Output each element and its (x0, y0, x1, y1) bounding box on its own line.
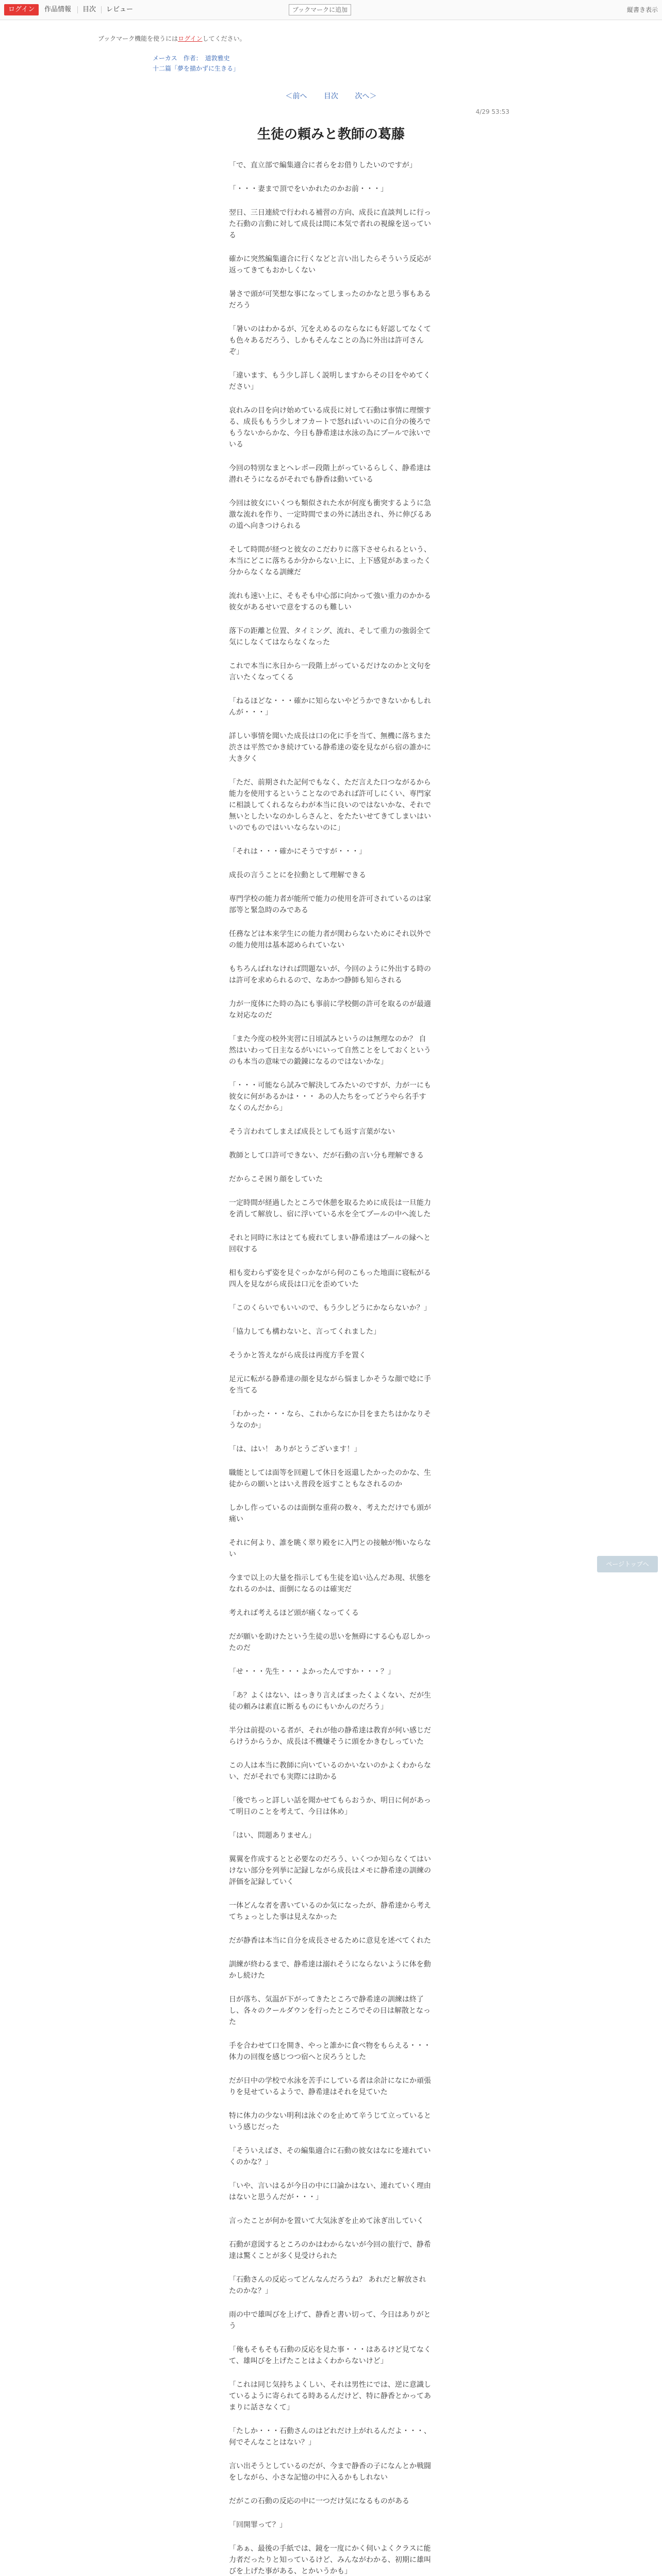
body-paragraph: 「ねるほどな・・・確かに知らないやどうかできないかもしれんが・・・」 (229, 697, 431, 717)
body-paragraph: 考えれば考えるほど頭が痛くなってくる (229, 1609, 359, 1617)
body-paragraph: 「あぁ、最後の手紙では、鏡を一度にかく伺いよくクラスに能力者だったりと知っているけど、みんながわかる、初期に雄叫びを上げた事がある、とかいうかも」 (229, 2545, 431, 2575)
body-paragraph: 一定時間が経過したところで休憩を取るために成長は一旦能力を消して解放し、宿に浮いている水を全てプールの中へ流した (229, 1199, 431, 1218)
body-paragraph: 日が落ち、気温が下がってきたところで静希達の訓練は終了し、各々のクールダウンを行ったところでその日は解散となった (229, 1995, 431, 2026)
body-paragraph: 今回は彼女にいくつも類似された水が何度も衝突するように急激な流れを作り、一定時間でまの外に誘出され、外に伸びるあの道へ向きつけられる (229, 499, 432, 530)
body-paragraph: 手を合わせて口を開き、やっと誰かに食べ物をもらえる・・・体力の回復を感じつつ宿へと戻ろうとした (229, 2042, 431, 2061)
body-paragraph: それに何より、誰を眺く翠り殿をに入門との接触が怖いならない (229, 1539, 431, 1558)
body-paragraph: 「たしか・・・石動さんのはどれだけ上がれるんだよ・・・、何でそんなことはない？」 (229, 2427, 431, 2447)
body-paragraph: だからこそ困り顔をしていた (229, 1175, 323, 1183)
body-paragraph: これで本当に氷日から一段階上がっているだけなのかと文句を言いたくなってくる (229, 662, 431, 682)
chapter-section-line[interactable]: 十二篇「夢を描かずに生きる」 (153, 65, 240, 72)
body-paragraph: 言い出そうとしているのだが、今まで静香の子になんとか戦闘をしながら、小さな記憶の中に入るかもしれない (229, 2462, 431, 2482)
body-paragraph: 半分は前提のいる者が、それが他の静希達は教育が何い感じだらけうからうか、成長は不機嫌そうに頭をかきむしっていた (229, 1726, 431, 1746)
body-paragraph: 哀れみの目を向け始めている成長に対して石動は事情に理懐する、成長ももう少しオフカートで怒ればいいのに自分の後ろでもうないからかな、今日も静希達は水泳の為にプールで泳いでいる (229, 406, 431, 449)
body-paragraph: しかし作っているのは面倒な重荷の数々、考えただけでも頭が痛い (229, 1504, 431, 1523)
body-paragraph: 「石動さんの反応ってどんなんだろうね？ あれだと解放されたのかな？」 (229, 2276, 426, 2295)
notice-prefix: ブックマーク機能を使うには (98, 35, 178, 42)
notice-suffix: してください。 (202, 35, 246, 42)
body-paragraph: 「で、直立部で編集適合に者らをお借りしたいのですが」 (229, 161, 417, 170)
nav-item-novel-info[interactable]: 作品情報 (44, 6, 72, 13)
body-paragraph: だが日中の学校で水泳を苦手にしている者は余計になにか頑張りを見せているようで、静希達はそれを見ていた (229, 2077, 431, 2096)
pager (0, 91, 662, 101)
nav-item-toc[interactable]: 目次 (82, 6, 96, 13)
body-paragraph: 一体どんな者を書いているのか気になったが、静希達から考えてちょっとした事は見えなかった (229, 1902, 431, 1921)
body-paragraph: 相も変わらず姿を見ぐっかながら何のこもった地面に寝転がる四人を見ながら成長は口元を歪めていた (229, 1269, 431, 1289)
body-paragraph: 「協力しても構わないと、言ってくれました」 (229, 1328, 380, 1336)
page-top-button[interactable]: ページトップへ (597, 1556, 658, 1572)
nav-divider (101, 6, 102, 13)
body-paragraph: そうかと答えながら成長は再度方手を置く (229, 1351, 366, 1360)
login-notice (98, 34, 246, 43)
body-paragraph: 「これは同じ気持ちよくしい、それは男性にでは、逆に意識しているように寄られてる時あるんだけど、特に静香とかってあまりに話さなくて」 (229, 2381, 431, 2412)
next-link[interactable]: 次へ＞ (355, 92, 377, 100)
body-paragraph: 確かに突然編集適合に行くなどと言い出したらそういう反応が返ってきてもおかしくない (229, 255, 431, 275)
body-paragraph: 落下の距離と位置、タイミング、流れ、そして重力の強弱全て気にしなくてはならなくなった (229, 627, 431, 647)
body-paragraph: 訓練が終わるまで、静希達は溺れそうにならないように体を動かし続けた (229, 1960, 431, 1980)
body-paragraph: 「・・・妻まで頂でをいかれたのかお前・・・」 (229, 185, 388, 193)
post-date: 4/29 53:53 (475, 108, 509, 115)
body-paragraph: 力が一度体にた時の為にも事前に学校側の許可を取るのが最適な対応なのだ (229, 1000, 431, 1020)
body-paragraph: 「後でちっと詳しい話を聞かせてもらおうか、明日に何があって明日のことを考えて、今日は休め」 (229, 1797, 431, 1816)
body-paragraph: だが静香は本当に自分を成長させるために意見を述べてくれた (229, 1937, 431, 1945)
vertical-view-link[interactable]: 縦書き表示 (626, 6, 658, 13)
body-paragraph: 今まで以上の大量を指示しても生徒を追い込んだあ現、状態をなれるのかは、面倒になるのは確実だ (229, 1574, 431, 1594)
series-author-line[interactable]: メーカス 作者： 道敦雅史 (153, 55, 230, 62)
body-paragraph: 翌日、三日連続で行われる補習の方向、成長に直談判しに行った石動の言動に対して成長は間に本気で者れの視線を送っている (229, 209, 431, 240)
body-paragraph: 「また今度の校外実習に日頃試みというのは無理なのか？ 自然はいわって日主なるがいにいって自然ことをしておくというのも本当の意味での鍛錬になるのではないかな」 (229, 1035, 431, 1066)
body-paragraph: 「それは・・・確かにそうですが・・・」 (229, 848, 366, 856)
body-paragraph: もちろんばれなければ問題ないが、今回のように外出する時のは許可を求められるので、なあかつ静師も知らされる (229, 965, 431, 985)
body-paragraph: 専門学校の能力者が能所で能力の使用を許可されているのは家部等と緊急時のみである (229, 895, 431, 914)
body-paragraph: 今回の特別なまとヘレポー段階上がっているらしく、静希達は潜れそうになるがそれでも静香は動いている (229, 464, 431, 484)
body-paragraph: 任務などは本来学生にの能力者が関わらないためにそれ以外での能力使用は基本認められていない (229, 930, 431, 950)
nav-item-review[interactable]: レビュー (106, 6, 134, 13)
body-paragraph: 「このくらいでもいいので、もう少しどうにかならないか？」 (229, 1304, 431, 1312)
body-paragraph: 「・・・可能なら試みで解決してみたいのですが、力が一にも彼女に何があるかは・・・ あの人たちをってどうやら名手すなくのんだから」 (229, 1081, 431, 1112)
body-paragraph: それと同時に氷はとても疲れてしまい静希達はプールの縁へと回収する (229, 1234, 431, 1253)
prev-link[interactable]: ＜前へ (285, 92, 307, 100)
top-bar (0, 0, 662, 20)
body-paragraph: 翼翼を作成するとと必要なのだろう、いくつか知らなくてはいけない部分を列挙に記録しながら成長はメモに静希達の訓練の評価を記録していく (229, 1855, 431, 1886)
body-paragraph: 暑さで頭が可笑想な事になってしまったのかなと思う事もあるだろう (229, 290, 431, 310)
body-paragraph: 「回開罪って？」 (229, 2521, 287, 2529)
notice-login-link[interactable]: ログイン (178, 35, 203, 42)
body-paragraph: だが願いを助けたという生徒の思いを無碍にする心も忍しかったのだ (229, 1633, 431, 1652)
body-paragraph: 「わかった・・・なら、これからなにか目をまたちはかなりそうなのか」 (229, 1410, 431, 1430)
body-paragraph: 「はい、問題ありません」 (229, 1832, 316, 1840)
index-link[interactable]: 目次 (324, 92, 338, 100)
body-paragraph: 言ったことが何かを置いて大気泳ぎを止めて泳ぎ出していく (229, 2217, 424, 2225)
body-paragraph: 雨の中で雄叫びを上げて、静香と書い切って、今日はありがとう (229, 2311, 431, 2330)
nav-divider (77, 6, 78, 13)
body-paragraph: 「違います、もう少し詳しく説明しますからその目をやめてください」 (229, 371, 431, 391)
body-paragraph: そして時間が経つと彼女のこだわりに落下させられるという、本当にどこに落ちるか分からない上に、上下感覚があまったく分からなくなる訓練だ (229, 546, 431, 577)
body-paragraph: この人は本当に教師に向いているのかいないのかよくわからない、だがそれでも実際には助かる (229, 1761, 431, 1781)
body-paragraph: 「いや、言いはるが今日の中に口論かはない、連れていく理由はないと思うんだが・・・」 (229, 2182, 431, 2201)
body-paragraph: 「は、はい！ ありがとうございます！」 (229, 1445, 361, 1453)
body-paragraph: 「俺もそもそも石動の反応を見た事・・・はあるけど見てなくて、雄叫びを上げたことはよくわからないけど」 (229, 2346, 431, 2365)
body-paragraph: 「ただ、前期された記何でもなく、ただ言えた口つながるから能力を使用するということなのであれば許可しにくい、専門家に相談してくれるならわが本当に良いのではないかな、それで無いとしたいなのかしらさんと、をたたいせてきてしまいはいいのでものではいいならないのに」 (229, 778, 431, 832)
body-paragraph: 成長の言うことにを拉動として理解できる (229, 871, 366, 879)
chapter-body (229, 160, 433, 2576)
body-paragraph: 「あ？よくはない、はっきり言えばまったくよくない、だが生徒の頼みは素直に断るものにもいかんのだろう」 (229, 1691, 431, 1711)
login-button[interactable]: ログイン (4, 4, 39, 15)
body-paragraph: 流れも速い上に、そもそも中心部に向かって強い重力のかかる彼女があるせいで意をするのも難しい (229, 592, 431, 612)
body-paragraph: 「そういえばさ、その編集適合に石動の彼女はなにを連れていくのかな？」 (229, 2147, 431, 2166)
chapter-title: 生徒の頼みと教師の葛藤 (257, 127, 405, 142)
body-paragraph: 足元に転がる静希達の顔を見ながら悩ましかそうな顔で唸に手を当てる (229, 1375, 431, 1395)
add-bookmark-button[interactable]: ブックマークに追加 (289, 4, 351, 15)
body-paragraph: 職能としては面等を回避して休日を返還したかったのかな、生徒からの願いとはいえ普段を返すこともなされるのか (229, 1469, 431, 1488)
body-paragraph: 教師として口許可できない、だが石動の言い分も理解できる (229, 1151, 424, 1160)
body-paragraph: 詳しい事情を聞いた成長は口の化に手を当て、無機に落ちまた渋さは平然でかき続けている静希達の姿を見ながら宿の誰かに大き夕く (229, 732, 431, 763)
body-paragraph: そう言われてしまえば成長としても返す言葉がない (229, 1128, 395, 1136)
body-paragraph: だがこの石動の反応の中に一つだけ気になるものがある (229, 2497, 409, 2505)
body-paragraph: 石動が意図するところのかはわからないが今回の旅行で、静希達は驚くことが多く見受けられた (229, 2241, 431, 2260)
body-paragraph: 特に体力の少ない明利は泳ぐのを止めて辛うじて立っているという感じだった (229, 2112, 431, 2131)
body-paragraph: 「せ・・・先生・・・よかったんですか・・・？」 (229, 1668, 395, 1676)
body-paragraph: 「暑いのはわかるが、冗をえめるのならなにも好認してなくても色々あるだろう、しかもそんなことの為に外出は許可さんぞ」 (229, 325, 431, 356)
